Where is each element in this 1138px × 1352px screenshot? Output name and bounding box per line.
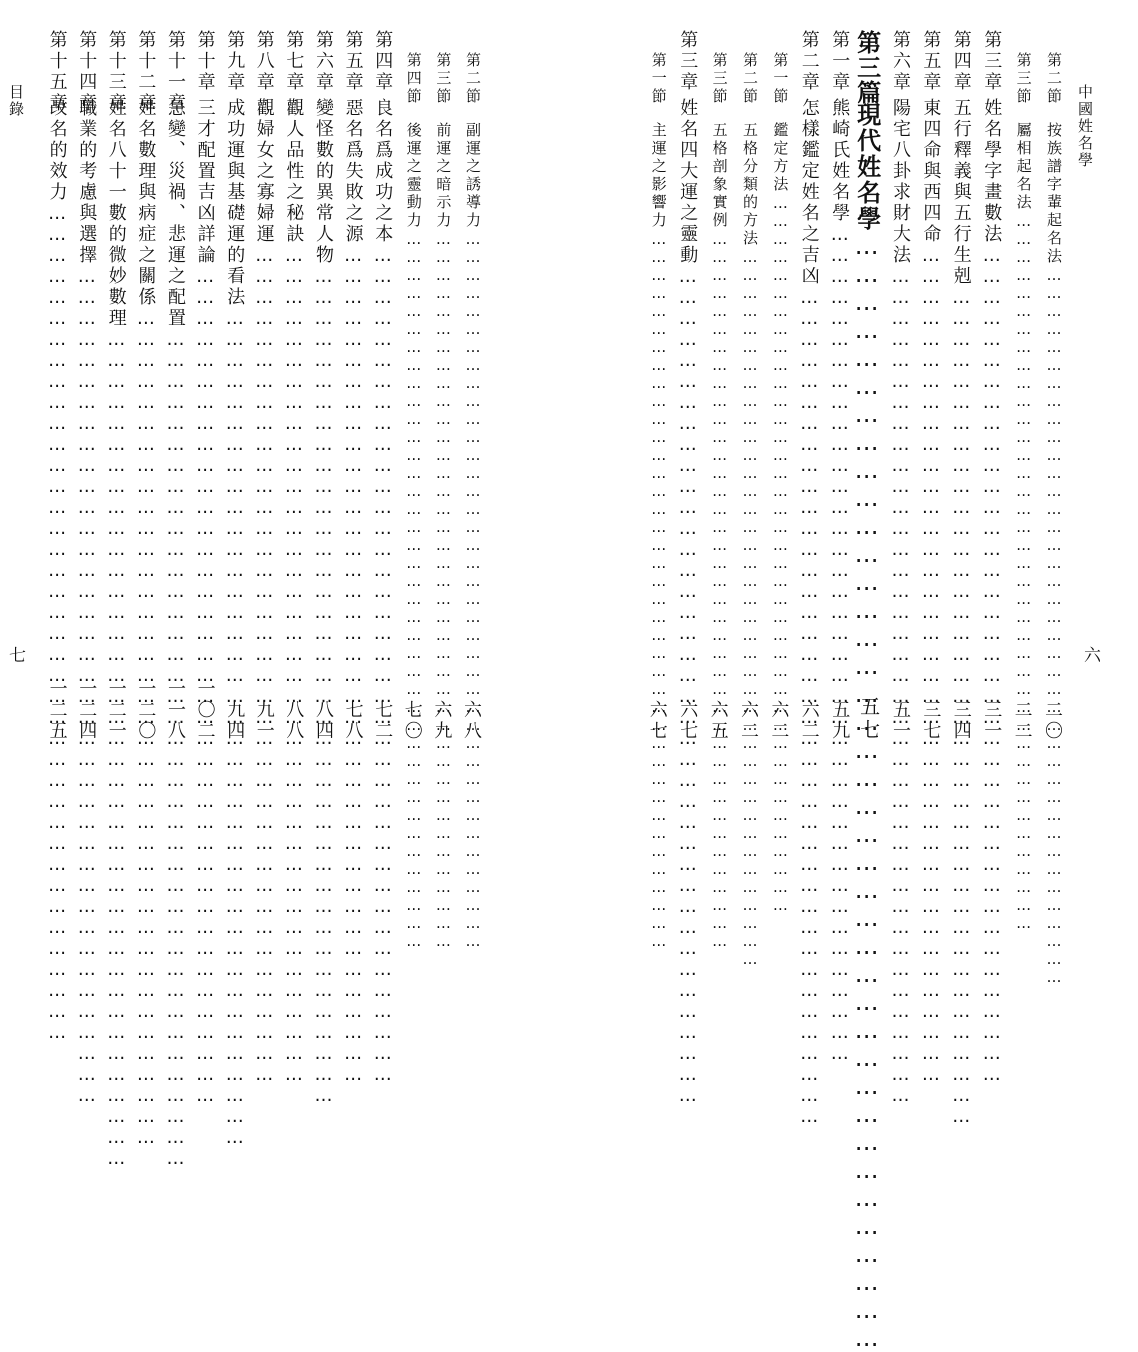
toc-entry-section xyxy=(733,30,757,742)
toc-entry-title: 按族譜字輩起名法 ………………………………………………………………………………………………………… xyxy=(1037,122,1061,700)
toc-entry-label: 第八章 xyxy=(253,30,275,93)
toc-entry-title: 觀婦女之寡婦運 ………………………………………………………………………………………………………… xyxy=(249,98,273,698)
toc-entry-section xyxy=(426,30,453,742)
toc-entry-title: 職業的考慮與選擇 ………………………………………………………………………………………………………… xyxy=(71,98,95,698)
toc-entry-label: 第二節 xyxy=(741,52,759,106)
toc-entry-label: 第一節 xyxy=(649,52,668,106)
toc-entry-section xyxy=(456,30,480,742)
toc-entry-section xyxy=(397,30,421,742)
toc-entry-section xyxy=(1007,30,1031,742)
toc-entry-title: 變怪數的異常人物 ………………………………………………………………………………………………………… xyxy=(308,98,332,698)
toc-entry-chapter xyxy=(101,30,125,742)
toc-entry-label: 第十五章 xyxy=(46,30,68,114)
toc-entry-page: 五一 xyxy=(890,700,911,742)
toc-entry-page: 六二 xyxy=(798,700,820,742)
toc-entry-title: 五格剖象實例 ………………………………………………………………………………………………………… xyxy=(703,122,727,700)
toc-entry-chapter xyxy=(794,30,818,742)
toc-entry-page: 二〇 xyxy=(1042,700,1063,742)
toc-entry-title: 姓名學字畫數法 ………………………………………………………………………………………………………… xyxy=(976,98,1000,698)
toc-entry-page: 七八 xyxy=(342,700,364,742)
toc-entry-label: 第十三章 xyxy=(105,30,127,114)
toc-entry-page: 九四 xyxy=(224,700,246,742)
toc-entry-chapter xyxy=(946,30,970,742)
toc-entry-chapter xyxy=(915,30,942,742)
toc-entry-chapter xyxy=(160,30,184,742)
toc-entry-section xyxy=(703,30,727,742)
toc-entry-label: 第三章 xyxy=(677,30,699,93)
toc-entry-part xyxy=(852,30,881,742)
right-page-number: 六 xyxy=(1080,646,1100,663)
toc-entry-chapter xyxy=(338,30,362,742)
toc-entry-chapter xyxy=(71,30,98,742)
toc-entry-page: 五七 xyxy=(856,696,881,742)
toc-entry-title: 後運之靈動力 ………………………………………………………………………………………………………… xyxy=(397,122,421,700)
toc-entry-title: 姓名四大運之靈動 ………………………………………………………………………………………………………… xyxy=(672,98,696,698)
toc-entry-title: 鑑定方法 ………………………………………………………………………………………………………… xyxy=(763,122,787,700)
toc-entry-label: 第三篇 xyxy=(852,30,881,105)
toc-entry-page: 五九 xyxy=(829,700,851,742)
toc-entry-label: 第三節 xyxy=(710,52,729,106)
left-page xyxy=(0,0,569,800)
toc-entry-title: 東四命與西四命 ………………………………………………………………………………………………………… xyxy=(915,98,939,698)
toc-entry-page: 六二 xyxy=(768,700,790,742)
toc-entry-chapter xyxy=(367,30,394,742)
toc-entry-title: 主運之影響力 ………………………………………………………………………………………………………… xyxy=(642,122,666,700)
toc-entry-chapter xyxy=(42,30,66,742)
left-page-number: 七 xyxy=(5,646,25,663)
toc-entry-label: 第三節 xyxy=(434,52,453,106)
toc-entry-title: 陽宅八卦求財大法 ………………………………………………………………………………………………………… xyxy=(885,98,909,698)
toc-entry-label: 第九章 xyxy=(224,30,246,93)
toc-entry-label: 第四章 xyxy=(950,30,972,93)
toc-entry-title: 急變、災禍、悲運之配置 ………………………………………………………………………………………………………… xyxy=(160,98,184,698)
toc-entry-title: 熊崎氏姓名學 ………………………………………………………………………………………………………… xyxy=(824,98,848,698)
toc-entry-label: 第十二章 xyxy=(135,30,157,114)
toc-entry-page: 六九 xyxy=(431,700,453,742)
toc-entry-chapter xyxy=(885,30,909,742)
toc-entry-chapter xyxy=(308,30,332,742)
toc-entry-label: 第二章 xyxy=(798,30,820,93)
toc-entry-label: 第三節 xyxy=(1014,52,1033,106)
toc-entry-page: 一二〇 xyxy=(135,679,157,742)
toc-entry-page: 七〇 xyxy=(401,700,423,742)
toc-entry-chapter xyxy=(672,30,699,742)
toc-entry-page: 六七 xyxy=(646,700,668,742)
toc-entry-page: 三七 xyxy=(920,700,942,742)
toc-entry-page: 六七 xyxy=(677,700,699,742)
toc-entry-label: 第五章 xyxy=(342,30,364,93)
toc-entry-label: 第四章 xyxy=(372,30,394,93)
toc-entry-page: 六八 xyxy=(461,700,482,742)
toc-entry-label: 第一節 xyxy=(771,52,790,106)
toc-entry-title: 姓名八十一數的微妙數理 ………………………………………………………………………………………………………… xyxy=(101,98,125,698)
toc-entry-page: 六二 xyxy=(738,700,759,742)
toc-entry-chapter xyxy=(278,30,305,742)
left-page-header: 目錄 xyxy=(7,84,25,118)
toc-entry-title: 成功運與基礎運的看法 ………………………………………………………………………………………………………… xyxy=(219,98,243,698)
toc-entry-section xyxy=(1037,30,1061,742)
right-page-header: 中國姓名學 xyxy=(1076,84,1094,169)
toc-entry-page: 一〇二 xyxy=(194,679,216,742)
toc-entry-title: 現代姓名學 ………………………………………………………………………………………………………… xyxy=(855,102,879,694)
toc-entry-chapter xyxy=(190,30,214,742)
toc-entry-page: 三一 xyxy=(981,700,1003,742)
toc-entry-chapter xyxy=(976,30,1003,742)
toc-entry-chapter xyxy=(219,30,246,742)
toc-entry-page: 一一八 xyxy=(165,679,186,742)
toc-entry-page: 三四 xyxy=(950,700,972,742)
toc-entry-title: 觀人品性之秘訣 ………………………………………………………………………………………………………… xyxy=(278,98,302,698)
toc-entry-page: 一二四 xyxy=(76,679,98,742)
toc-entry-title: 屬相起名法 ………………………………………………………………………………………………………… xyxy=(1007,122,1031,700)
toc-entry-title: 改名的效力 ………………………………………………………………………………………………………… xyxy=(42,98,66,698)
toc-entry-label: 第一章 xyxy=(829,30,851,93)
toc-entry-title: 五行釋義與五行生剋 ………………………………………………………………………………………………………… xyxy=(946,98,970,698)
toc-entry-page: 二二 xyxy=(1011,700,1033,742)
toc-entry-title: 副運之誘導力 ………………………………………………………………………………………………………… xyxy=(456,122,480,700)
toc-entry-section xyxy=(763,30,790,742)
toc-entry-title: 惡名爲失敗之源 ………………………………………………………………………………………………………… xyxy=(338,98,362,698)
toc-entry-title: 五格分類的方法 ………………………………………………………………………………………………………… xyxy=(733,122,757,700)
toc-entry-title: 前運之暗示力 ………………………………………………………………………………………………………… xyxy=(426,122,450,700)
toc-entry-page: 六五 xyxy=(707,700,729,742)
toc-entry-title: 怎樣鑑定姓名之吉凶 ………………………………………………………………………………………………………… xyxy=(794,98,818,698)
toc-entry-chapter xyxy=(249,30,273,742)
toc-entry-label: 第四節 xyxy=(404,52,423,106)
toc-entry-page: 一二一 xyxy=(105,679,127,742)
toc-entry-page: 一二五 xyxy=(46,679,68,742)
right-page xyxy=(569,0,1138,800)
toc-entry-section xyxy=(642,30,666,742)
toc-entry-label: 第七章 xyxy=(283,30,305,93)
toc-entry-title: 姓名數理與病症之關係 ………………………………………………………………………………………………………… xyxy=(130,98,154,698)
toc-entry-page: 八八 xyxy=(283,700,305,742)
toc-entry-label: 第十一章 xyxy=(165,30,186,114)
toc-entry-label: 第十四章 xyxy=(76,30,98,114)
toc-entry-label: 第六章 xyxy=(313,30,334,93)
toc-entry-page: 九一 xyxy=(253,700,275,742)
toc-entry-page: 八四 xyxy=(313,700,334,742)
toc-entry-chapter xyxy=(130,30,157,742)
toc-entry-label: 第十章 xyxy=(194,30,216,93)
toc-entry-label: 第二節 xyxy=(464,52,482,106)
toc-entry-label: 第二節 xyxy=(1045,52,1063,106)
toc-entry-label: 第三章 xyxy=(981,30,1003,93)
toc-entry-chapter xyxy=(824,30,851,742)
toc-entry-label: 第五章 xyxy=(920,30,942,93)
toc-entry-page: 七二 xyxy=(372,700,394,742)
toc-entry-title: 三才配置吉凶詳論 ………………………………………………………………………………………………………… xyxy=(190,98,214,698)
toc-entry-title: 良名爲成功之本 ………………………………………………………………………………………………………… xyxy=(367,98,391,698)
toc-entry-label: 第六章 xyxy=(890,30,911,93)
